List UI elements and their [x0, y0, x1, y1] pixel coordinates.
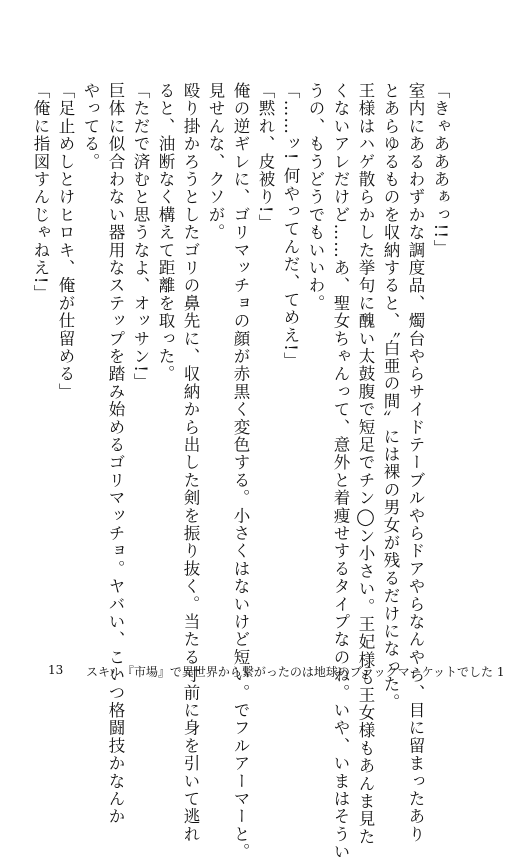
- text-line: 巨体に似合わない器用なステップを踏み始めるゴリマッチョ。ヤバい、こいつ格闘技かなんか: [106, 82, 125, 826]
- page-number: 13: [48, 663, 64, 677]
- text-line: くないアレだけど……あ、聖女ちゃんって、意外と着痩せするタイプなのね。いや、いまはそうい: [331, 82, 350, 861]
- text-line: 俺の逆ギレに、ゴリマッチョの顔が赤黒く変色する。小さくはないけど短い。でフルアーマーと。: [231, 82, 250, 861]
- text-line: 殴り掛かろうとしたゴリの鼻先に、収納から出した剣を振り抜く。当たる寸前に身を引いて逃れ: [181, 82, 200, 844]
- text-line: 見せんな、クソが。: [206, 82, 225, 242]
- text-line: ると、油断なく構えて距離を取った。: [156, 82, 175, 383]
- text-line: 「ただで済むと思うなよ、オッサン!」: [131, 82, 150, 391]
- running-title: スキル『市場』で異世界から繋がったのは地球のブラックマーケットでした 1: [86, 665, 505, 679]
- text-line: とあらゆるものを収納すると、〝白亜の間〟には裸の男女が残るだけになった。: [381, 82, 400, 711]
- text-line: 王様はハゲ散らかした挙句に醜い太鼓腹で短足でチン◯ン小さい。王妃様も王女様もあんま見た: [356, 82, 375, 846]
- text-line: 「足止めしとけヒロキ、俺が仕留める」: [56, 82, 75, 401]
- text-line: 「きゃあああぁっ!!」: [431, 82, 450, 257]
- text-line: 「……ッ! 何やってんだ、てめえ!」: [281, 82, 300, 370]
- text-line: 「俺に指図すんじゃねえ!」: [31, 82, 50, 303]
- text-line: やってる。: [81, 82, 100, 171]
- text-line: 「黙れ、皮被り!」: [256, 82, 275, 232]
- text-line: 室内にあるわずかな調度品、燭台やらサイドテーブルやらドアやらなんやら、目に留まったあり: [406, 82, 425, 844]
- page-footer: [0, 663, 505, 685]
- text-line: うの、もうどうでもいいわ。: [306, 82, 325, 313]
